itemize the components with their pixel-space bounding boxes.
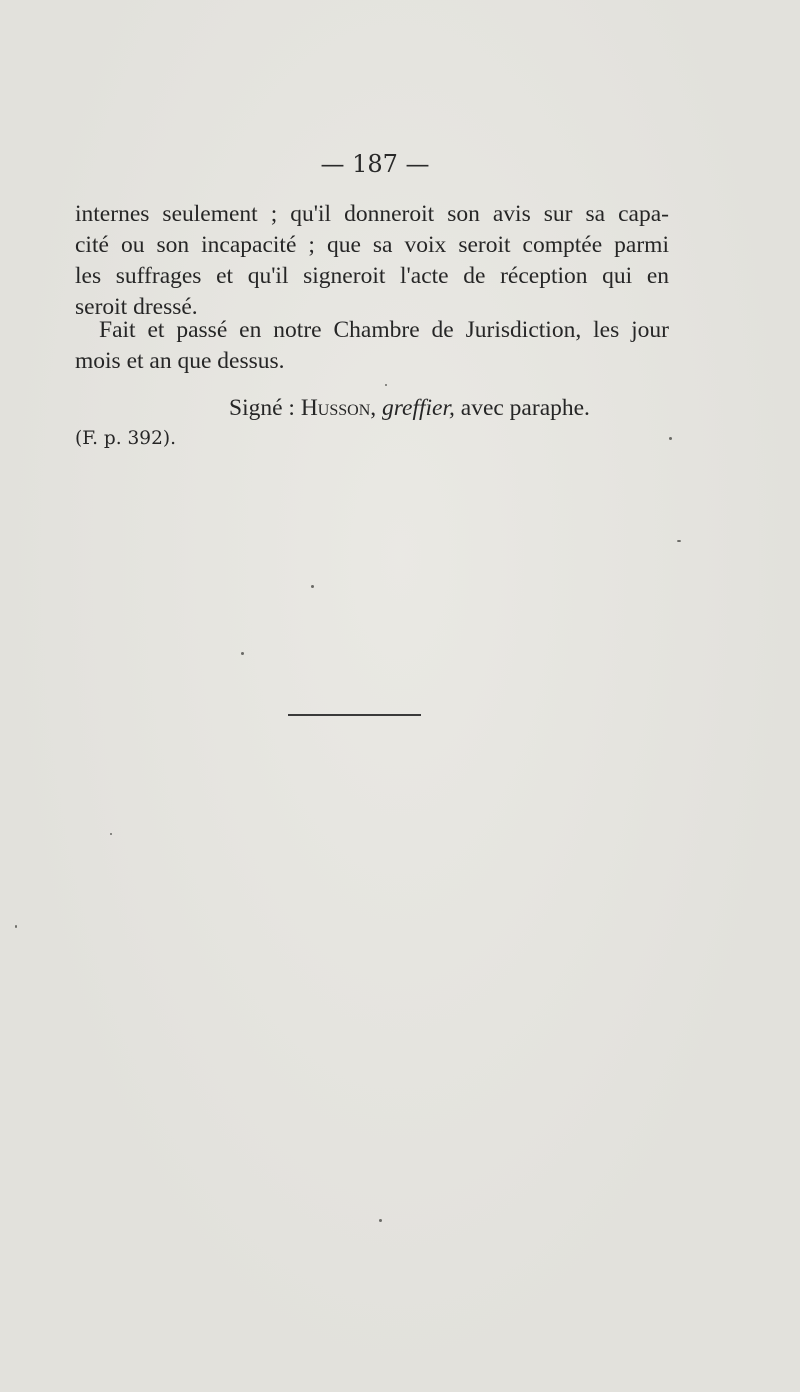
signature-suffix: avec paraphe.	[460, 395, 590, 421]
paragraph-2	[75, 315, 669, 377]
paper-speck	[677, 540, 681, 542]
source-reference: (F. p. 392).	[75, 428, 176, 449]
text-line: Fait et passé en notre Chambre de Jurisdiction, les jour	[99, 317, 669, 343]
paper-speck	[379, 1219, 382, 1222]
signatory-name: Husson,	[300, 395, 377, 421]
signature-prefix: Signé :	[229, 395, 295, 421]
paragraph-1	[75, 199, 669, 323]
paper-speck	[385, 384, 387, 386]
section-divider	[288, 714, 421, 716]
signature-line	[229, 395, 590, 422]
paper-speck	[15, 925, 17, 928]
text-line: internes seulement ; qu'il donneroit son avis sur sa capa-	[75, 201, 669, 227]
page-number: — 187 —	[320, 150, 430, 178]
text-line: les suffrages et qu'il signeroit l'acte de réception qui en	[75, 263, 669, 289]
paper-speck	[110, 833, 112, 835]
paper-speck	[669, 437, 672, 440]
text-line: mois et an que dessus.	[75, 348, 285, 374]
signatory-role: greffier,	[382, 395, 455, 421]
text-line: seroit dressé.	[75, 294, 198, 320]
text-line: cité ou son incapacité ; que sa voix seroit comptée parmi	[75, 232, 669, 258]
paper-speck	[241, 652, 244, 655]
paper-speck	[311, 585, 314, 588]
